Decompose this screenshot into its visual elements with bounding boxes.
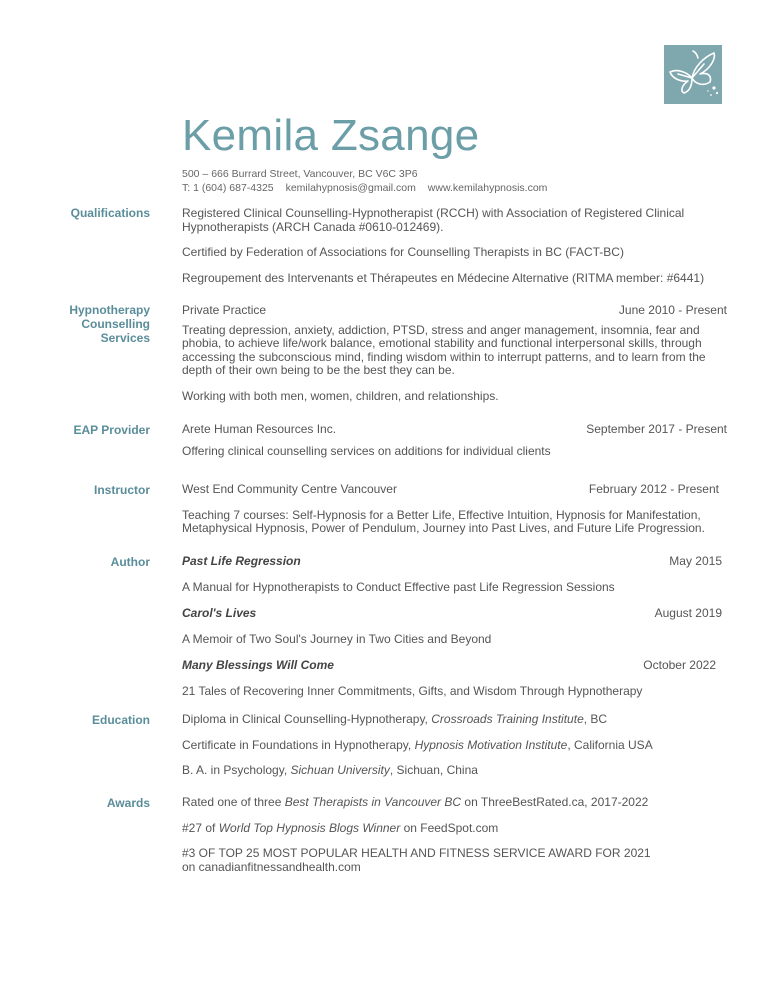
entry-title: Private Practice — [182, 303, 267, 317]
awards-label: Awards — [106, 796, 150, 810]
book-date: August 2019 — [654, 606, 722, 620]
book-header — [182, 607, 722, 621]
entry-date: June 2010 - Present — [618, 303, 727, 317]
logo — [664, 45, 722, 104]
entry-description: Working with both men, women, children, and relationships. — [182, 388, 499, 403]
qualification-item: Certified by Federation of Associations for Counselling Therapists in BC (FACT-BC) — [182, 245, 624, 259]
entry-date: February 2012 - Present — [588, 482, 719, 496]
butterfly-icon — [664, 45, 722, 104]
book-description: A Manual for Hypnotherapists to Conduct Effective past Life Regression Sessions — [182, 579, 615, 594]
awards-content — [182, 796, 652, 874]
book-description: A Memoir of Two Soul's Journey in Two Cities and Beyond — [182, 631, 492, 646]
author-label: Author — [110, 555, 150, 569]
education-item: Certificate in Foundations in Hypnotherapy, Hypnosis Motivation Institute, California USA — [182, 737, 653, 752]
entry-header — [182, 483, 719, 497]
education-item: B. A. in Psychology, Sichuan University, Sichuan, China — [182, 763, 478, 777]
address: 500 – 666 Burrard Street, Vancouver, BC V6C 3P6 — [182, 168, 418, 180]
book-title: Carol's Lives — [182, 606, 257, 620]
hypnotherapy-label: Hypnotherapy Counselling Services — [69, 303, 150, 345]
education-label: Education — [91, 713, 150, 727]
entry-header — [182, 423, 727, 437]
contact-line — [182, 181, 556, 195]
award-item: #3 OF TOP 25 MOST POPULAR HEALTH AND FITNESS SERVICE AWARD FOR 2021 on canadianfitnessandhealth.com — [182, 846, 651, 874]
website: www.kemilahypnosis.com — [427, 182, 548, 194]
qualification-item: Regroupement des Intervenants et Thérapeutes en Médecine Alternative (RITMA member: #6441) — [182, 270, 705, 285]
contact-block — [182, 167, 556, 195]
entry-header — [182, 304, 727, 318]
author-content — [182, 555, 722, 698]
book-date: May 2015 — [669, 554, 722, 568]
hypnotherapy-content — [182, 304, 727, 403]
qualifications-label: Qualifications — [70, 206, 150, 220]
education-content — [182, 713, 727, 778]
book-title: Past Life Regression — [182, 554, 301, 568]
entry-title: Arete Human Resources Inc. — [182, 422, 337, 436]
entry-date: September 2017 - Present — [586, 422, 727, 436]
entry-description: Teaching 7 courses: Self-Hypnosis for a Better Life, Effective Intuition, Hypnosis for Manifestation, Metaphysical Hypnosis, Power of Pendulum, Journey into Past Lives, and Future Life Progression. — [182, 507, 705, 535]
entry-description: Treating depression, anxiety, addiction, PTSD, stress and anger management, insomnia, fear and phobia, to achieve life/work balance, emotional stability and functional interpersonal skills, through accessing the subconscious mind, finding wisdom within to interrupt patterns, and to learn from the depth of their own being to be the best they can be. — [182, 322, 706, 377]
book-date: October 2022 — [643, 658, 716, 672]
education-item: Diploma in Clinical Counselling-Hypnotherapy, Crossroads Training Institute, BC — [182, 712, 608, 726]
email: kemilahypnosis@gmail.com — [285, 182, 416, 194]
eap-label: EAP Provider — [73, 423, 150, 437]
page-title: Kemila Zsange — [182, 111, 480, 160]
instructor-content — [182, 483, 719, 536]
phone: T: 1 (604) 687-4325 — [182, 182, 274, 194]
eap-content — [182, 423, 727, 458]
instructor-label: Instructor — [93, 483, 150, 497]
award-item: Rated one of three Best Therapists in Vancouver BC on ThreeBestRated.ca, 2017-2022 — [182, 795, 649, 809]
book-header — [182, 659, 716, 673]
award-item: #27 of World Top Hypnosis Blogs Winner on FeedSpot.com — [182, 820, 499, 835]
entry-description: Offering clinical counselling services on additions for individual clients — [182, 443, 551, 458]
qualification-item: Registered Clinical Counselling-Hypnotherapist (RCCH) with Association of Registered Clinical Hypnotherapists (ARCH Canada #0610-012469). — [182, 206, 685, 234]
entry-title: West End Community Centre Vancouver — [182, 482, 397, 496]
qualifications-content — [182, 207, 727, 285]
book-description: 21 Tales of Recovering Inner Commitments, Gifts, and Wisdom Through Hypnotherapy — [182, 683, 643, 698]
book-title: Many Blessings Will Come — [182, 658, 334, 672]
book-header — [182, 555, 722, 569]
